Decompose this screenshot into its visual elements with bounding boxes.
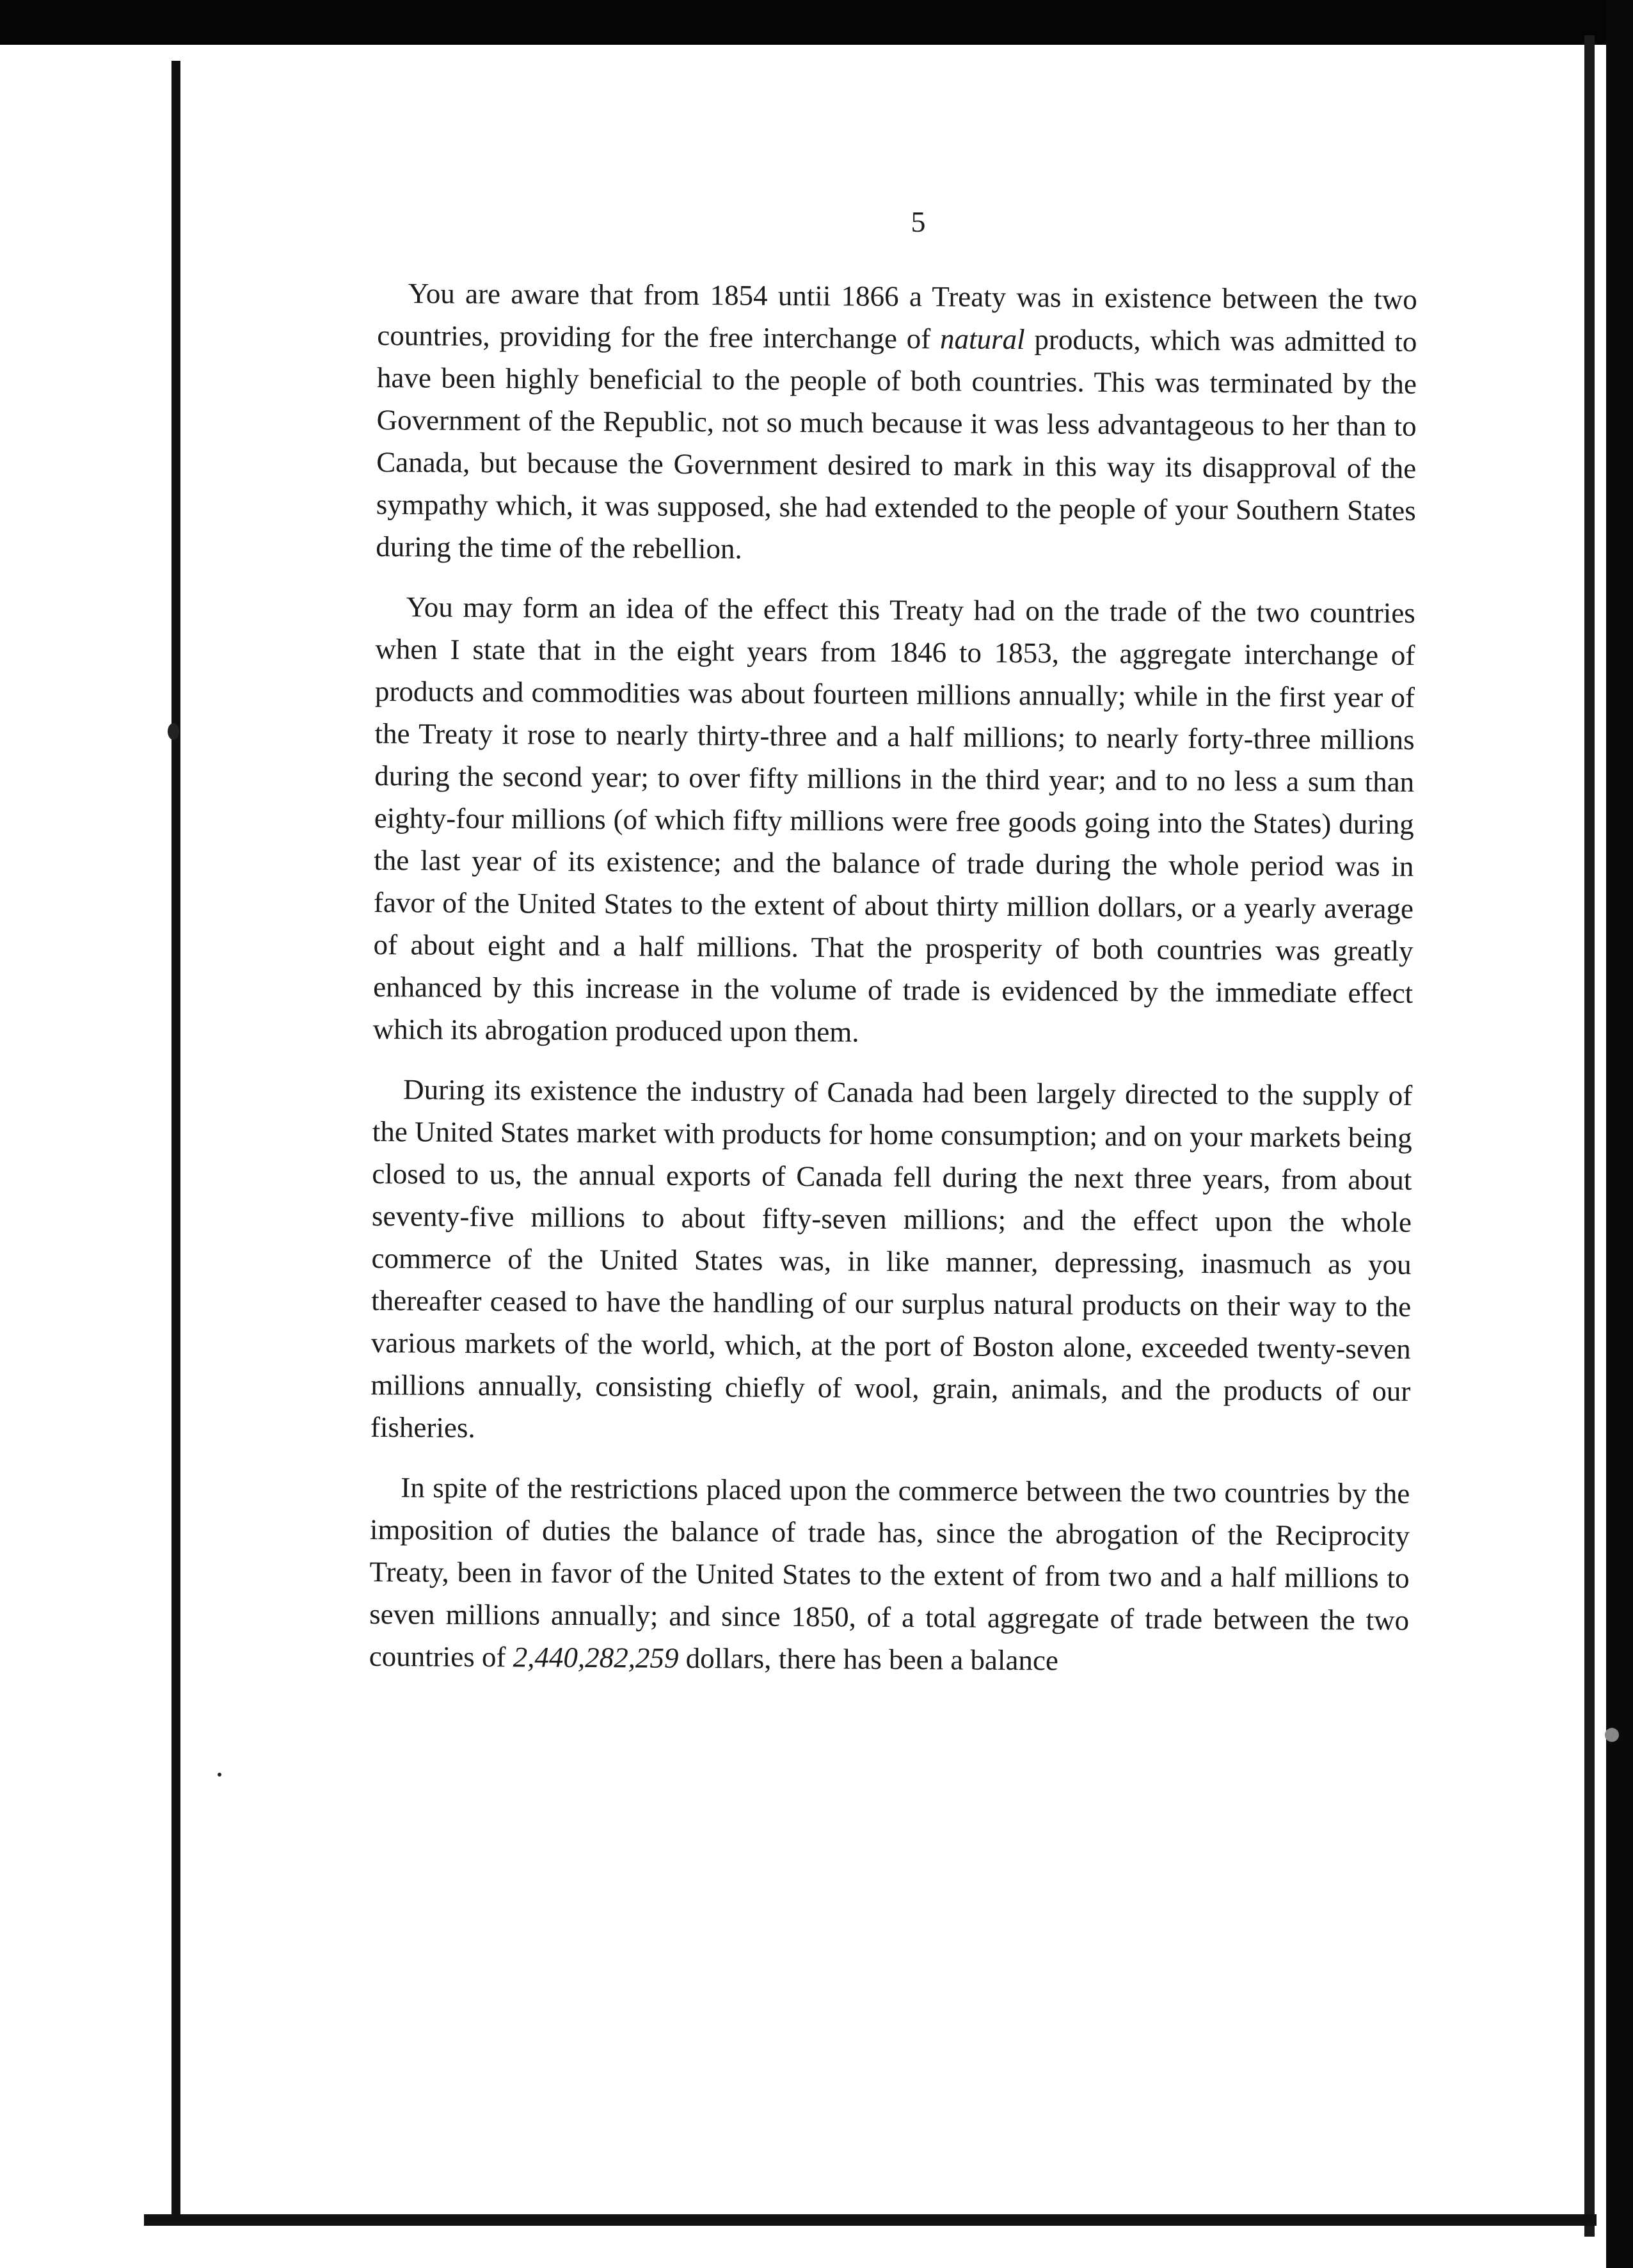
text-run: dollars, there has been a balance	[678, 1641, 1059, 1677]
text-run: During its existence the industry of Canada had been largely directed to the supply of the United States market with products for home consumption; and on your markets being closed to us, the annual exports of Canada fell during the next three years, from about seventy-five millions to about fifty-seven millions; and the effect upon the whole commerce of the United States was, in like manner, depressing, inasmuch as you thereafter ceased to have the handling of our surplus natural products on their way to the various markets of the world, which, at the port of Boston alone, exceeded twenty-seven millions annually, consisting chiefly of wool, grain, animals, and the products of our fisheries.	[370, 1073, 1413, 1444]
page-number: 5	[911, 205, 926, 238]
text-run: products, which was admitted to have been highly beneficial to the people of both countries. This was terminated by the Government of the Republic, not so much because it was less advantageous to her than to Canada, but because the Government desired to mark in this way its disapproval of the sympathy which, it was supposed, she had extended to the people of your Southern States during the time of the rebellion.	[376, 323, 1417, 565]
scan-speck	[168, 723, 179, 740]
page-edge-left	[171, 61, 180, 2224]
scan-speck	[1605, 1728, 1619, 1742]
paragraph	[370, 1068, 1413, 1455]
paragraph	[369, 1466, 1410, 1684]
scan-border-top	[0, 0, 1633, 45]
text-run: You may form an idea of the effect this Treaty had on the trade of the two countries when I state that in the eight years from 1846 to 1853, the aggregate interchange of products and commodities was about fourteen millions annually; while in the first year of the Treaty it rose to nearly thirty-three and a half millions; to nearly forty-three millions during the second year; to over fifty millions in the third year; and to no less a sum than eighty-four millions (of which fifty millions were free goods going into the States) during the last year of its existence; and the balance of trade during the whole period was in favor of the United States to the extent of about thirty million dollars, or a yearly average of about eight and a half millions. That the prosperity of both countries was greatly enhanced by this increase in the volume of trade is evidenced by the immediate effect which its abrogation produced upon them.	[372, 591, 1415, 1048]
scan-border-right	[1606, 0, 1633, 2268]
page-edge-right	[1584, 35, 1595, 2237]
text-run: You are aware that from 1854 untii 1866 a Treaty was in existence between the two countries, providing for the free interchange of	[377, 277, 1417, 355]
paragraph	[373, 586, 1415, 1057]
italic-text: natural	[939, 323, 1025, 356]
text-run: In spite of the restrictions placed upon the commerce between the two countries by the imposition of duties the balance of trade has, since the abrogation of the Reciprocity Treaty, been in favor of the United States to the extent of from two and a half millions to seven millions annually; and since 1850, of a total aggregate of trade between the two countries of	[369, 1471, 1410, 1673]
body-text	[369, 272, 1417, 1702]
page-edge-bottom	[144, 2214, 1597, 2226]
paragraph	[376, 272, 1417, 574]
scan-speck	[218, 1773, 221, 1777]
italic-text: 2,440,282,259	[513, 1641, 679, 1674]
